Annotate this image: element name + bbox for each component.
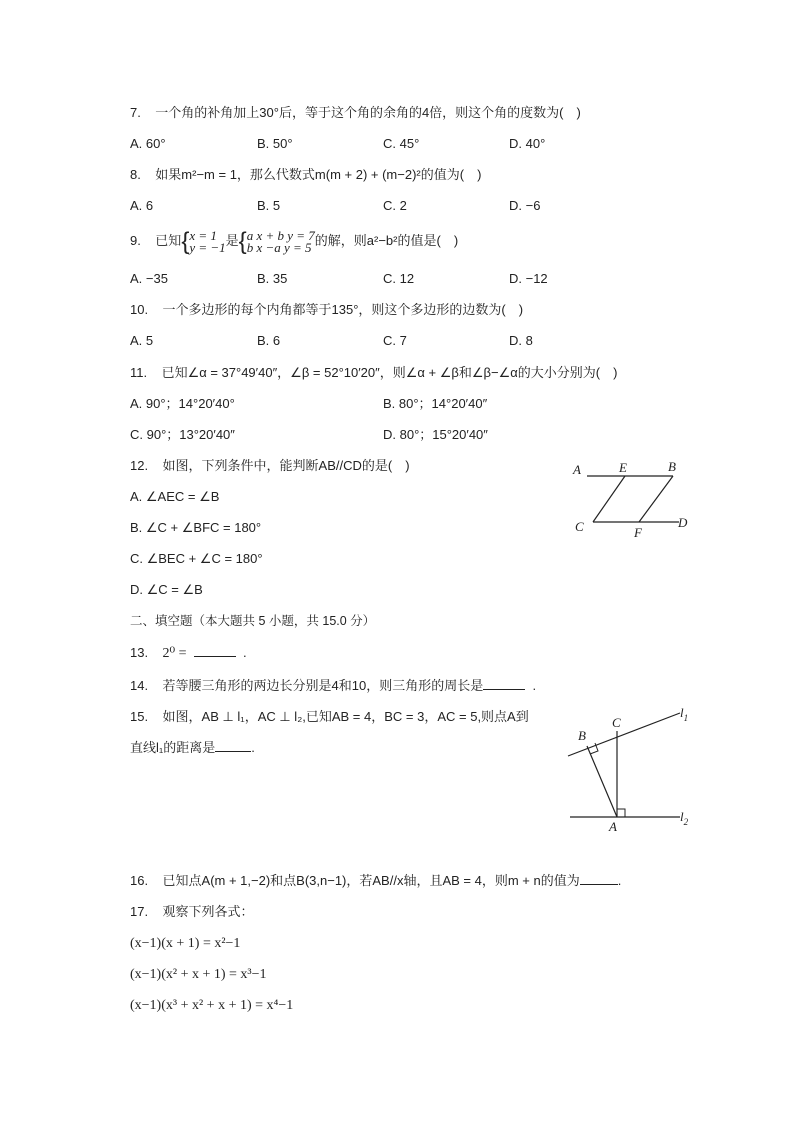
question-number: 17. <box>130 904 149 919</box>
option-d[interactable]: D. −12 <box>509 271 548 286</box>
option-c[interactable]: C. 2 <box>383 198 407 213</box>
label-d: D <box>678 515 688 530</box>
option-a[interactable]: A. ∠AEC = ∠B <box>130 489 220 504</box>
parallelogram-figure <box>565 455 700 545</box>
period: . <box>532 678 537 693</box>
label-b: B <box>578 728 586 743</box>
question-16 <box>130 872 621 890</box>
question-text: 若等腰三角形的两边长分别是4和10，则三角形的周长是 <box>162 678 484 693</box>
question-text: 已知点A(m + 1,−2)和点B(3,n−1)，若AB//x轴，且AB = 4，则m + n的值为 <box>162 873 580 888</box>
option-c[interactable]: C. 7 <box>383 333 407 348</box>
question-7 <box>130 104 581 122</box>
question-number: 14. <box>130 678 149 693</box>
period: . <box>243 645 247 660</box>
option-d[interactable]: D. 40° <box>509 136 546 151</box>
solution-x: x = 1 <box>189 227 217 243</box>
formula-1: (x−1)(x + 1) = x²−1 <box>130 936 241 951</box>
question-15-continued <box>130 739 255 757</box>
label-a: A <box>573 462 581 477</box>
label-b: B <box>668 459 676 474</box>
option-d[interactable]: D. ∠C = ∠B <box>130 582 203 597</box>
question-number: 10. <box>130 302 149 317</box>
right-angle-mark-a <box>617 809 625 817</box>
option-a[interactable]: A. 6 <box>130 198 154 213</box>
answer-blank[interactable] <box>580 872 618 885</box>
question-text: 观察下列各式： <box>162 904 254 919</box>
option-b[interactable]: B. 35 <box>257 271 288 286</box>
equation-1: a x + b y = 7 <box>246 227 315 243</box>
question-number: 12. <box>130 458 149 473</box>
option-a[interactable]: A. −35 <box>130 271 168 286</box>
formula-2: (x−1)(x² + x + 1) = x³−1 <box>130 967 267 982</box>
equation-2: b x −a y = 5 <box>246 239 312 255</box>
question-text-post: 的解，则a²−b²的值是( ) <box>314 233 459 248</box>
question-text: 已知∠α = 37°49′40″，∠β = 52°10′20″，则∠α + ∠β和∠β−∠α的大小分别为( ) <box>161 365 618 380</box>
label-l1: $l_1$ <box>680 705 689 723</box>
option-b[interactable]: B. ∠C + ∠BFC = 180° <box>130 520 262 535</box>
question-12 <box>130 457 410 475</box>
question-text: 2⁰ = <box>162 646 187 661</box>
option-a[interactable]: A. 60° <box>130 136 166 151</box>
section-title: 二、填空题（本大题共 5 小题，共 15.0 分） <box>130 614 376 628</box>
question-14 <box>130 677 536 695</box>
question-text: 如图，下列条件中，能判断AB//CD的是( ) <box>162 458 410 473</box>
equation-system <box>246 227 315 255</box>
option-b[interactable]: B. 5 <box>257 198 281 213</box>
question-number: 8. <box>130 167 141 182</box>
question-text: 一个角的补角加上30°后，等于这个角的余角的4倍，则这个角的度数为( ) <box>155 105 581 120</box>
option-b[interactable]: B. 6 <box>257 333 281 348</box>
period: . <box>617 873 622 888</box>
line-ec <box>593 476 625 522</box>
answer-blank[interactable] <box>483 677 525 690</box>
option-c[interactable]: C. 12 <box>383 271 415 286</box>
option-b[interactable]: B. 50° <box>257 136 293 151</box>
question-number: 7. <box>130 105 141 120</box>
question-10 <box>130 301 523 319</box>
segment-ab <box>587 746 617 817</box>
question-text: 直线l₁的距离是 <box>130 740 216 755</box>
left-brace: { <box>238 227 247 255</box>
question-9 <box>130 226 458 256</box>
label-l2: $l_2$ <box>680 809 689 827</box>
option-a[interactable]: A. 90°；14°20′40° <box>130 396 235 411</box>
question-11 <box>130 364 617 382</box>
option-c[interactable]: C. ∠BEC + ∠C = 180° <box>130 551 263 566</box>
question-15 <box>130 708 529 726</box>
question-number: 9. <box>130 233 141 248</box>
label-f: F <box>634 525 642 540</box>
solution-system <box>189 227 226 255</box>
line-bf <box>639 476 673 522</box>
option-c[interactable]: C. 45° <box>383 136 420 151</box>
question-17 <box>130 903 254 921</box>
option-c[interactable]: C. 90°；13°20′40″ <box>130 427 235 442</box>
question-number: 15. <box>130 709 149 724</box>
question-number: 16. <box>130 873 149 888</box>
option-d[interactable]: D. −6 <box>509 198 541 213</box>
question-text-pre: 已知 <box>155 233 182 248</box>
left-brace: { <box>181 227 190 255</box>
solution-y: y = −1 <box>189 239 226 255</box>
question-text: 如图，AB ⊥ l₁，AC ⊥ l₂,已知AB = 4，BC = 3，AC = 5,则点A到 <box>162 709 529 724</box>
label-c: C <box>612 715 621 730</box>
option-d[interactable]: D. 80°；15°20′40″ <box>383 427 488 442</box>
question-text: 如果m²−m = 1，那么代数式m(m + 2) + (m−2)²的值为( ) <box>155 167 482 182</box>
option-b[interactable]: B. 80°；14°20′40″ <box>383 396 488 411</box>
question-number: 11. <box>130 365 148 380</box>
answer-blank[interactable] <box>215 739 251 752</box>
question-13 <box>130 644 247 663</box>
perpendicular-figure <box>560 700 700 835</box>
question-number: 13. <box>130 645 149 660</box>
label-c: C <box>575 519 584 534</box>
label-e: E <box>619 460 627 475</box>
option-d[interactable]: D. 8 <box>509 333 533 348</box>
question-8 <box>130 166 481 184</box>
label-a: A <box>609 819 617 834</box>
option-a[interactable]: A. 5 <box>130 333 154 348</box>
period: . <box>251 740 255 755</box>
question-text: 一个多边形的每个内角都等于135°，则这个多边形的边数为( ) <box>162 302 524 317</box>
answer-blank[interactable] <box>194 644 236 657</box>
formula-3: (x−1)(x³ + x² + x + 1) = x⁴−1 <box>130 998 294 1013</box>
question-text-mid: 是 <box>225 233 239 248</box>
